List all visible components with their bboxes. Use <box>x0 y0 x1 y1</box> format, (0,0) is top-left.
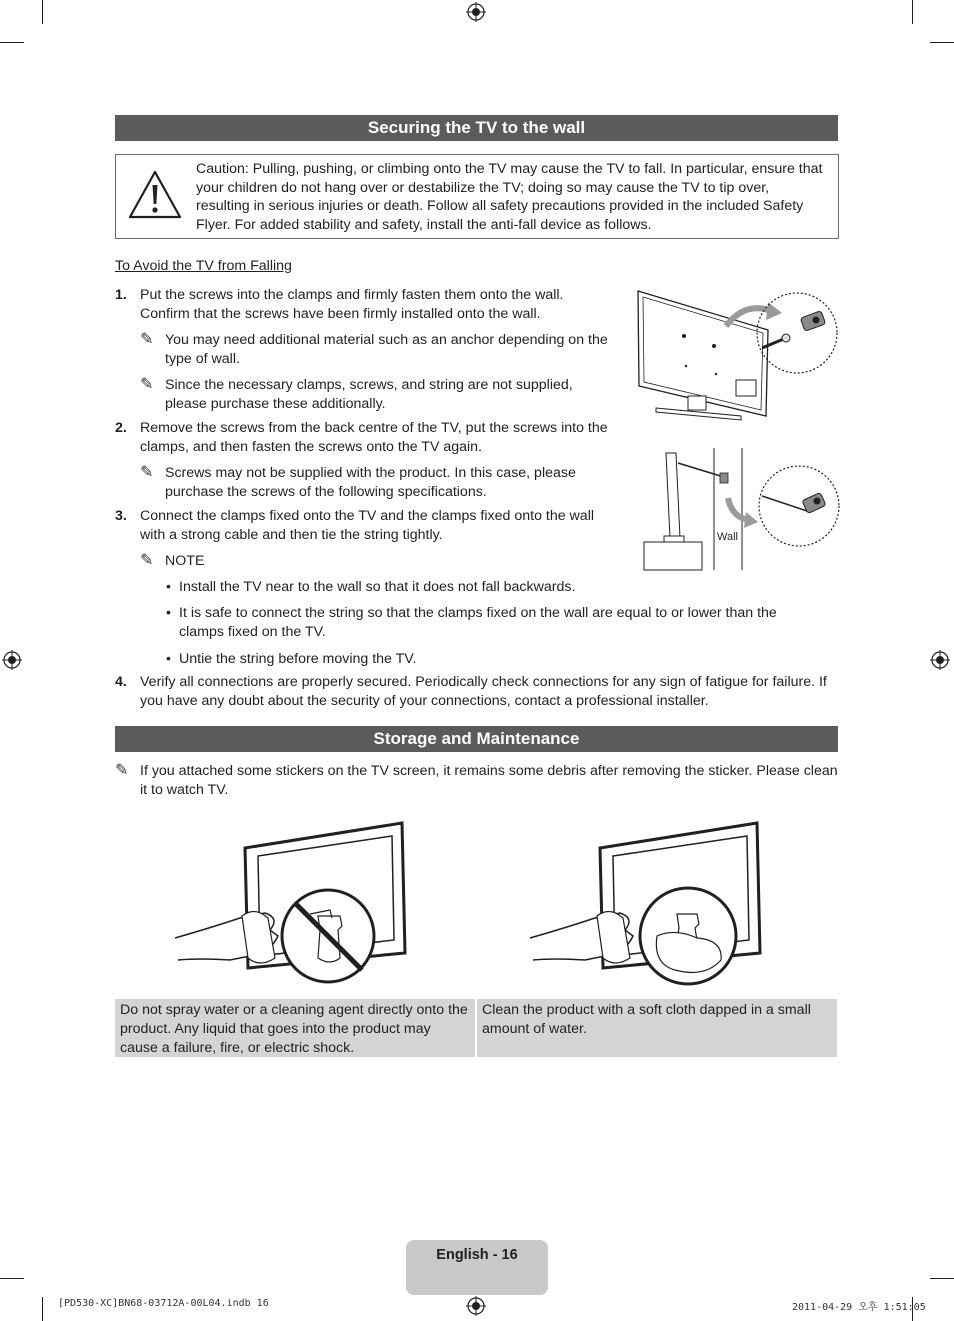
step-note: Screws may not be supplied with the product. In this case, please purchase the screws of the following specifications. <box>165 465 576 500</box>
page-number-tab: English - 16 <box>406 1240 548 1295</box>
pencil-note-icon: ✎ <box>140 376 154 393</box>
step-text: Remove the screws from the back centre of the TV, put the screws into the clamps, and then fasten the screws onto the TV again. <box>140 420 608 455</box>
bullet-dot: • <box>166 579 171 595</box>
caption-do-not-spray: Do not spray water or a cleaning agent directly onto the product. Any liquid that goes into the product may cause a failure, fire, or electric shock. <box>115 999 475 1057</box>
crop-mark <box>0 1278 24 1279</box>
caution-body: : Pulling, pushing, or climbing onto the TV may cause the TV to fall. In particular, ensure that your children do not hang over or destabilize the TV; doing so may cause the TV to tip over, resulting in serious injuries or death. Follow all safety precautions provided in the included Safety Flyer. For added stability and safety, install the anti-fall device as follows. <box>196 161 823 233</box>
step-number: 1. <box>115 287 127 303</box>
crop-mark <box>42 0 43 24</box>
caption-clean-cloth: Clean the product with a soft cloth dapped in a small amount of water. <box>477 999 837 1057</box>
step-number: 3. <box>115 508 127 524</box>
caution-text <box>196 160 826 234</box>
wall-string-illustration <box>642 448 842 573</box>
crop-mark <box>912 0 913 24</box>
pencil-note-icon: ✎ <box>140 331 154 348</box>
subheading-avoid-falling: To Avoid the TV from Falling <box>115 258 292 274</box>
caution-label: Caution <box>196 161 245 177</box>
step-text: Verify all connections are properly secured. Periodically check connections for any sign of fatigue for failure. If you have any doubt about the security of your connections, contact a professional installer. <box>140 674 827 709</box>
registration-mark-icon <box>930 650 950 670</box>
registration-mark-icon <box>466 1296 486 1316</box>
crop-mark <box>930 1278 954 1279</box>
crop-mark <box>42 1297 43 1321</box>
section-title-securing: Securing the TV to the wall <box>115 115 838 141</box>
bullet-dot: • <box>166 605 171 621</box>
registration-mark-icon <box>466 2 486 22</box>
bullet-text: Install the TV near to the wall so that it does not fall backwards. <box>179 579 576 595</box>
tv-back-clamp-illustration <box>636 288 841 418</box>
wall-label: Wall <box>717 531 738 543</box>
step-note: You may need additional material such as an anchor depending on the type of wall. <box>165 332 608 367</box>
crop-mark <box>0 42 24 43</box>
step-note: Since the necessary clamps, screws, and string are not supplied, please purchase these additionally. <box>165 377 573 412</box>
note-label: NOTE <box>165 553 205 569</box>
bullet-dot: • <box>166 651 171 667</box>
warning-triangle-icon <box>127 169 183 221</box>
section-title-storage: Storage and Maintenance <box>115 726 838 752</box>
pencil-note-icon: ✎ <box>140 464 154 481</box>
step-number: 4. <box>115 674 127 690</box>
step-number: 2. <box>115 420 127 436</box>
print-slug-left: [PD530-XC]BN68-03712A-00L04.indb 16 <box>58 1298 269 1309</box>
step-text: Connect the clamps fixed onto the TV and the clamps fixed onto the wall with a strong cable and then tie the string tightly. <box>140 508 594 543</box>
crop-mark <box>930 42 954 43</box>
clean-cloth-illustration <box>525 818 765 988</box>
bullet-text: Untie the string before moving the TV. <box>179 651 417 667</box>
step-text: Put the screws into the clamps and firmly fasten them onto the wall. Confirm that the screws have been firmly installed onto the wall. <box>140 287 564 322</box>
storage-note: If you attached some stickers on the TV screen, it remains some debris after removing the sticker. Please clean it to watch TV. <box>140 763 838 798</box>
bullet-text: It is safe to connect the string so that the clamps fixed on the wall are equal to or lower than the clamps fixed on the TV. <box>179 605 777 640</box>
registration-mark-icon <box>2 650 22 670</box>
print-slug-right: 2011-04-29 오후 1:51:05 <box>792 1302 926 1313</box>
pencil-note-icon: ✎ <box>115 762 129 779</box>
pencil-note-icon: ✎ <box>140 552 154 569</box>
caution-box <box>115 154 839 239</box>
no-spray-illustration <box>170 818 410 988</box>
